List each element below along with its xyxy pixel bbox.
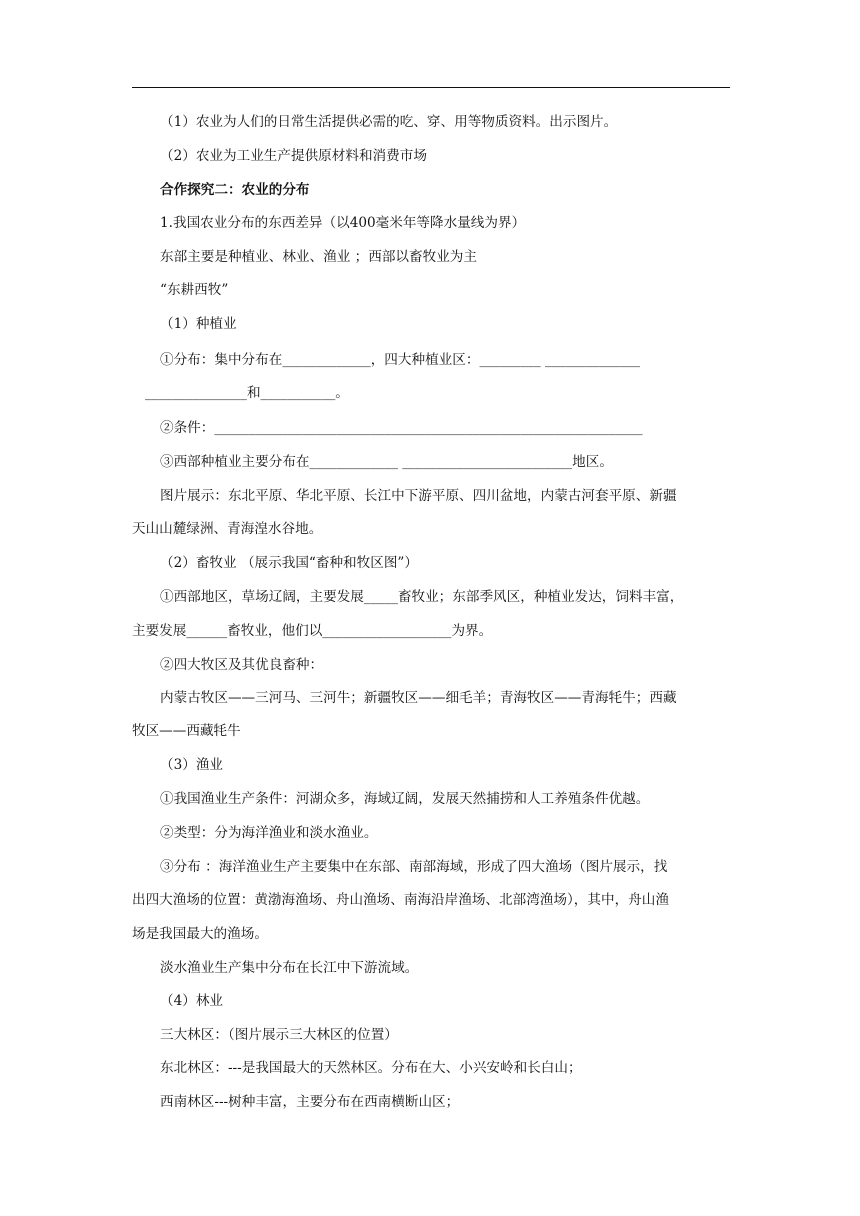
fill-blank-line: 主要发展______畜牧业，他们以___________________为界。 (132, 623, 493, 639)
text-line: （4）林业 (160, 993, 224, 1009)
fill-blank-line: ①西部地区，草场辽阔，主要发展_____畜牧业；东部季风区，种植业发达，饲料丰富， (160, 589, 684, 605)
text-line: ②类型：分为海洋渔业和淡水渔业。 (160, 825, 378, 841)
text-line: ①我国渔业生产条件：河湖众多，海域辽阔，发展天然捕捞和人工养殖条件优越。 (160, 791, 650, 807)
text-line: 场是我国最大的渔场。 (132, 926, 268, 942)
text-line: 西南林区---树种丰富，主要分布在西南横断山区； (160, 1094, 460, 1110)
text-line: 三大林区：（图片展示三大林区的位置） (160, 1027, 398, 1043)
text-line: （2）畜牧业 （展示我国“畜种和牧区图”） (160, 555, 418, 571)
text-line: ③分布 ：海洋渔业生产主要集中在东部、南部海域，形成了四大渔场（图片展示，找 (160, 859, 668, 875)
fill-blank-line: ③西部种植业主要分布在_____________ _________________________地区。 (160, 454, 613, 470)
text-line: ②四大牧区及其优良畜种： (160, 657, 324, 673)
text-line: （2）农业为工业生产提供原材料和消费市场 (160, 148, 427, 164)
text-line: 内蒙古牧区——三河马、三河牛；新疆牧区——细毛羊；青海牧区——青海牦牛；西藏 (160, 690, 677, 706)
text-line: 东北林区：---是我国最大的天然林区。分布在大、小兴安岭和长白山； (160, 1060, 582, 1076)
text-line: （3）渔业 (160, 757, 224, 773)
header-rule (132, 87, 730, 88)
text-line: 1.我国农业分布的东西差异（以400毫米年等降水量线为界） (160, 215, 526, 231)
text-line: 东部主要是种植业、林业、渔业 ；西部以畜牧业为主 (160, 249, 477, 265)
text-line: 牧区——西藏牦牛 (132, 723, 241, 739)
fill-blank-line: _______________和___________。 (145, 385, 349, 401)
text-line: 图片展示：东北平原、华北平原、长江中下游平原、四川盆地，内蒙古河套平原、新疆 (160, 488, 677, 504)
text-line: （1）农业为人们的日常生活提供必需的吃、穿、用等物质资料。出示图片。 (160, 114, 618, 130)
fill-blank-line: ②条件：_______________________________________________________________ (160, 420, 643, 436)
text-line: 天山山麓绿洲、青海湟水谷地。 (132, 521, 323, 537)
text-line: 淡水渔业生产集中分布在长江中下游流域。 (160, 960, 419, 976)
text-line: 出四大渔场的位置：黄渤海渔场、舟山渔场、南海沿岸渔场、北部湾渔场），其中，舟山渔 (132, 892, 669, 908)
section-heading: 合作探究二：农业的分布 (160, 182, 310, 198)
text-line: “东耕西牧” (160, 282, 229, 298)
fill-blank-line: ①分布：集中分布在_____________，四大种植业区：_________ ______________ (160, 352, 641, 368)
text-line: （1）种植业 (160, 316, 237, 332)
